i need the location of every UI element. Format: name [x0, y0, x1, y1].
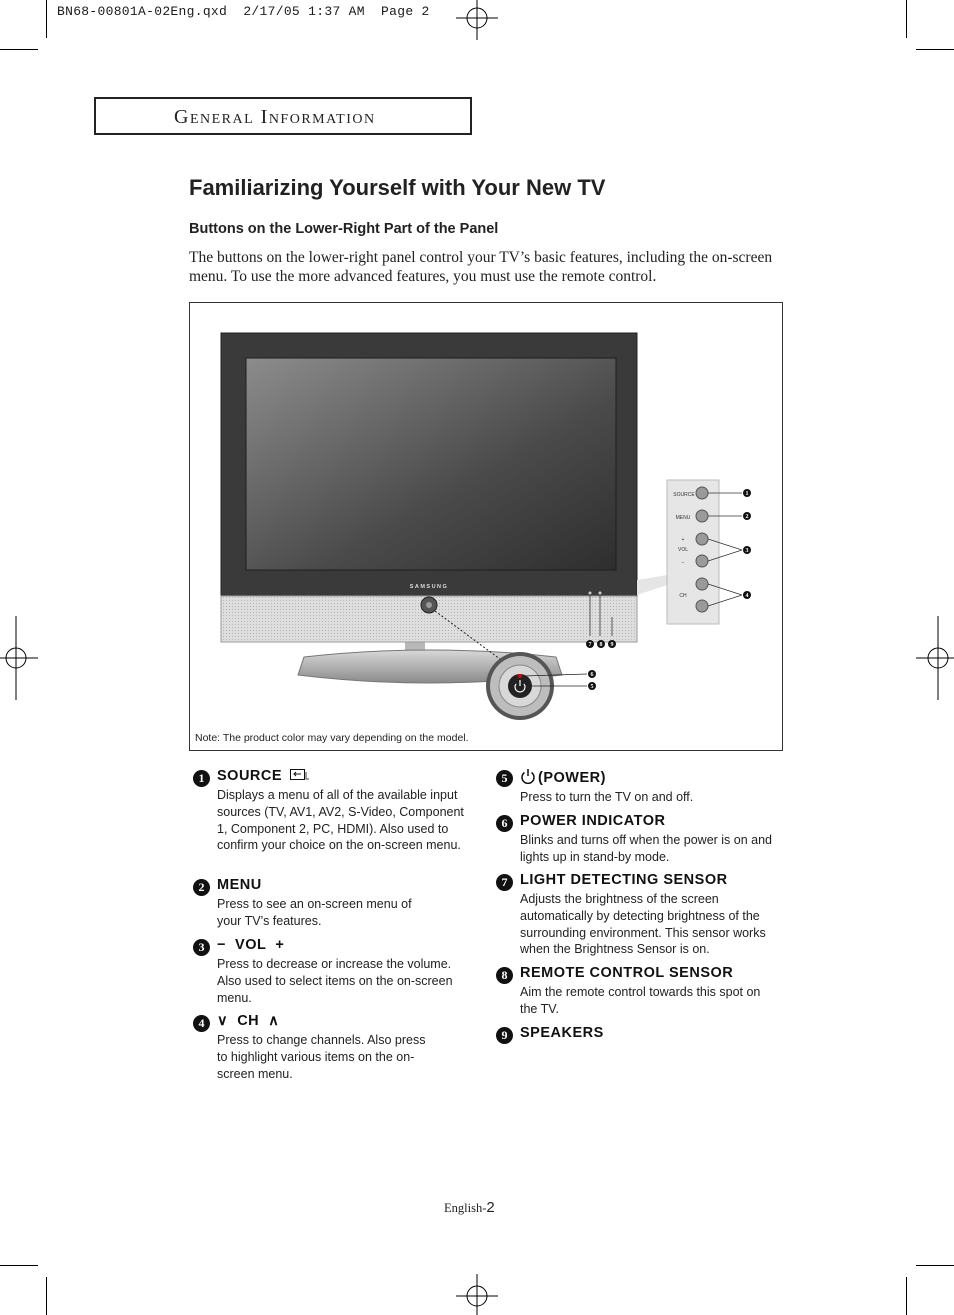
item-description: Aim the remote control towards this spot on the TV. — [520, 985, 761, 1016]
tv-figure — [189, 302, 783, 751]
item-light-sensor — [496, 872, 796, 962]
section-header — [94, 97, 472, 135]
tv-illustration — [190, 303, 782, 728]
figure-note: Note: The product color may vary depending on the model. — [195, 732, 469, 744]
item-title: REMOTE CONTROL SENSOR — [520, 965, 734, 981]
callout-7: 7 — [588, 642, 592, 648]
panel-ch-down-button — [696, 600, 708, 612]
item-number: 9 — [496, 1027, 513, 1044]
item-title: (POWER) — [538, 770, 606, 786]
item-remote-sensor — [496, 965, 796, 1020]
panel-connector — [637, 575, 667, 595]
item-title: SPEAKERS — [520, 1025, 604, 1041]
chevron-up-icon: ∧ — [268, 1013, 280, 1029]
registration-mark-right — [914, 616, 954, 700]
tv-screen — [246, 358, 616, 570]
item-title: VOL — [235, 937, 267, 953]
page-title: Familiarizing Yourself with Your New TV — [189, 175, 606, 200]
page-number: 2 — [486, 1199, 495, 1216]
callout-3: 3 — [745, 548, 749, 554]
item-number: 7 — [496, 874, 513, 891]
power-icon — [520, 768, 536, 784]
footer-label: English- — [444, 1201, 487, 1215]
registration-mark-top — [456, 0, 498, 42]
intro-paragraph: The buttons on the lower-right panel control your TV’s basic features, including the on-screen menu. To use the more advanced features, you must use the remote control. — [189, 249, 773, 285]
item-number: 8 — [496, 967, 513, 984]
item-description: Displays a menu of all of the available input sources (TV, AV1, AV2, S-Video, Component 1, Component 2, PC, HDMI). Also used to confirm your choice on the on-screen menu. — [217, 788, 464, 853]
item-menu — [193, 877, 473, 937]
remote-sensor — [599, 592, 602, 595]
item-number: 4 — [193, 1015, 210, 1032]
side-control-panel — [667, 480, 719, 624]
brand-logo: SAMSUNG — [409, 584, 449, 590]
print-header: BN68-00801A-02Eng.qxd 2/17/05 1:37 AM Page 2 — [57, 4, 430, 19]
item-title: SOURCE — [217, 768, 283, 784]
page-footer — [444, 1199, 495, 1216]
item-title: CH — [237, 1013, 260, 1029]
registration-mark-bottom — [456, 1274, 498, 1315]
callout-9: 9 — [610, 642, 614, 648]
item-source — [193, 768, 473, 868]
callout-6: 6 — [590, 672, 594, 678]
callout-4: 4 — [745, 593, 749, 599]
power-indicator-led — [518, 674, 522, 678]
source-enter-icon — [290, 769, 310, 781]
item-number: 1 — [193, 770, 210, 787]
item-number: 6 — [496, 815, 513, 832]
plus-icon: + — [275, 937, 285, 953]
item-description: Press to turn the TV on and off. — [520, 790, 694, 804]
item-title: MENU — [217, 877, 262, 893]
light-sensor — [589, 592, 592, 595]
item-speakers — [496, 1025, 796, 1047]
panel-vol-label: VOL — [677, 547, 689, 553]
chevron-down-icon: ∨ — [217, 1013, 229, 1029]
callout-2: 2 — [745, 514, 749, 520]
callout-8: 8 — [599, 642, 603, 648]
item-channel — [193, 1013, 473, 1085]
item-title: LIGHT DETECTING SENSOR — [520, 872, 728, 888]
panel-vol-down-button — [696, 555, 708, 567]
panel-ch-label: CH — [679, 593, 687, 599]
item-title: POWER INDICATOR — [520, 813, 666, 829]
item-description: Press to see an on-screen menu of your TV’s features. — [217, 897, 412, 928]
item-volume — [193, 937, 483, 1007]
panel-vol-up-button — [696, 533, 708, 545]
item-power — [496, 768, 796, 813]
panel-menu-label: MENU — [675, 515, 691, 521]
registration-mark-left — [0, 616, 40, 700]
subtitle: Buttons on the Lower-Right Part of the Panel — [189, 221, 499, 237]
item-number: 3 — [193, 939, 210, 956]
panel-menu-button — [696, 510, 708, 522]
panel-plus-label: + — [681, 537, 685, 543]
item-description: Blinks and turns off when the power is on and lights up in stand-by mode. — [520, 833, 773, 864]
item-description: Press to change channels. Also press to highlight various items on the on-screen menu. — [217, 1033, 426, 1081]
section-title: General Information — [174, 106, 376, 128]
panel-ch-up-button — [696, 578, 708, 590]
item-description: Adjusts the brightness of the screen automatically by detecting brightness of the surrounding environment. This sensor works when the Brightness Sensor is on. — [520, 892, 766, 957]
item-description: Press to decrease or increase the volume. Also used to select items on the on-screen menu. — [217, 957, 453, 1005]
item-number: 2 — [193, 879, 210, 896]
panel-minus-label: − — [681, 560, 685, 566]
callout-1: 1 — [745, 491, 749, 497]
item-number: 5 — [496, 770, 513, 787]
panel-source-label: SOURCE — [673, 492, 695, 498]
minus-icon: − — [217, 937, 226, 953]
item-power-indicator — [496, 813, 796, 868]
callout-5: 5 — [590, 684, 594, 690]
panel-source-button — [696, 487, 708, 499]
